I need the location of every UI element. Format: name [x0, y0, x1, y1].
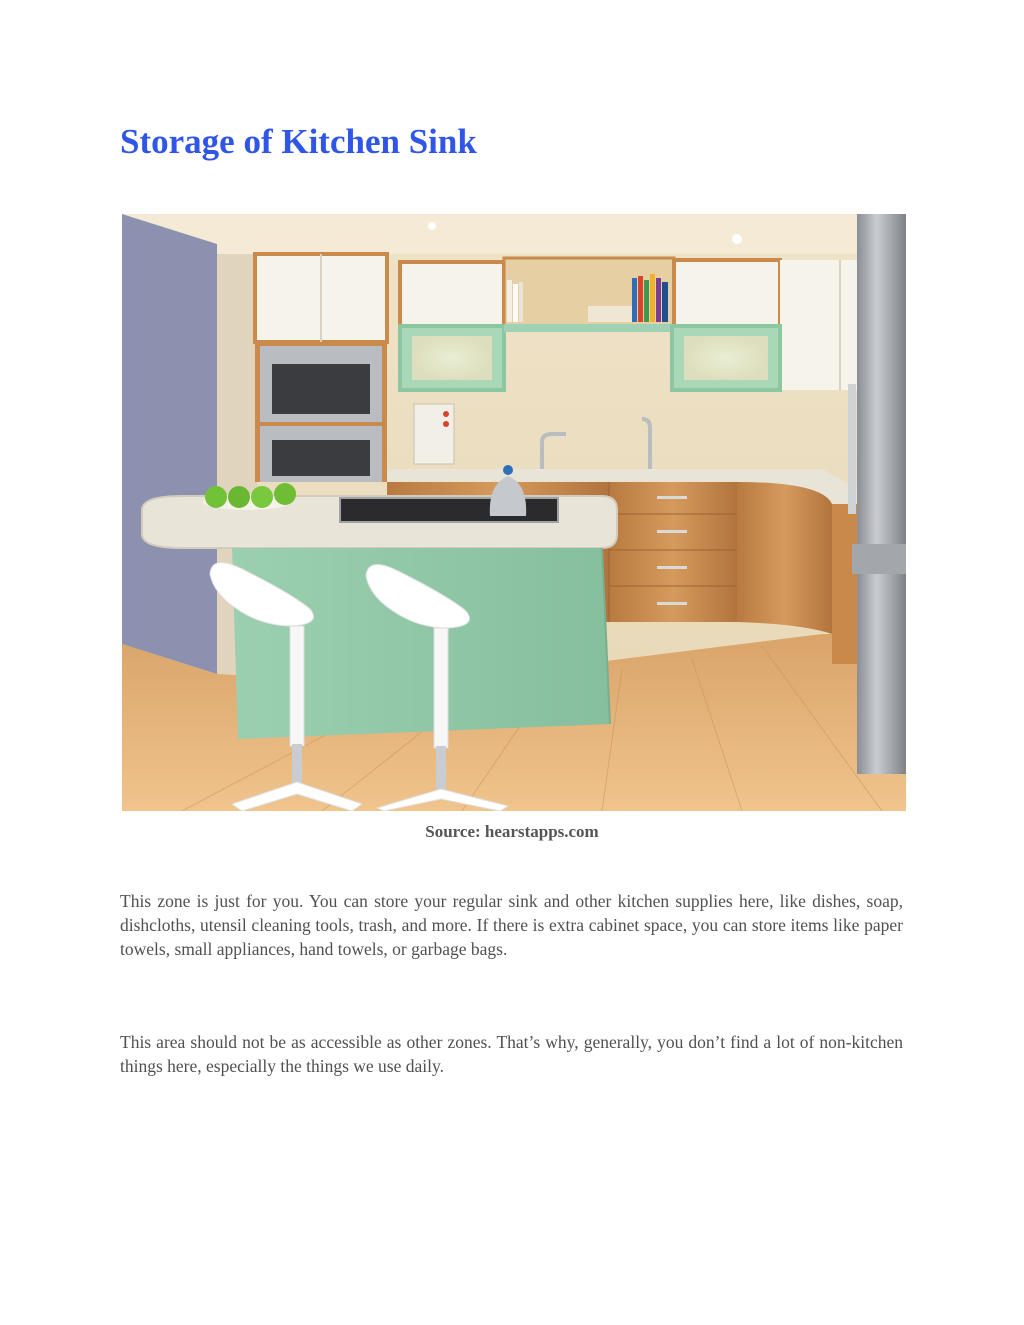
kitchen-photo	[122, 214, 906, 811]
page-title: Storage of Kitchen Sink	[120, 122, 477, 161]
paragraph: This area should not be as accessible as other zones. That’s why, generally, you don’t find a lot of non-kitchen things here, especially the things we use daily.	[120, 1032, 903, 1076]
paragraph: This zone is just for you. You can store your regular sink and other kitchen supplies here, like dishes, soap, dishcloths, utensil cleaning tools, trash, and more. If there is extra cabinet space, you can store items like paper towels, small appliances, hand towels, or garbage bags.	[120, 891, 903, 959]
image-caption: Source: hearstapps.com	[425, 822, 599, 841]
